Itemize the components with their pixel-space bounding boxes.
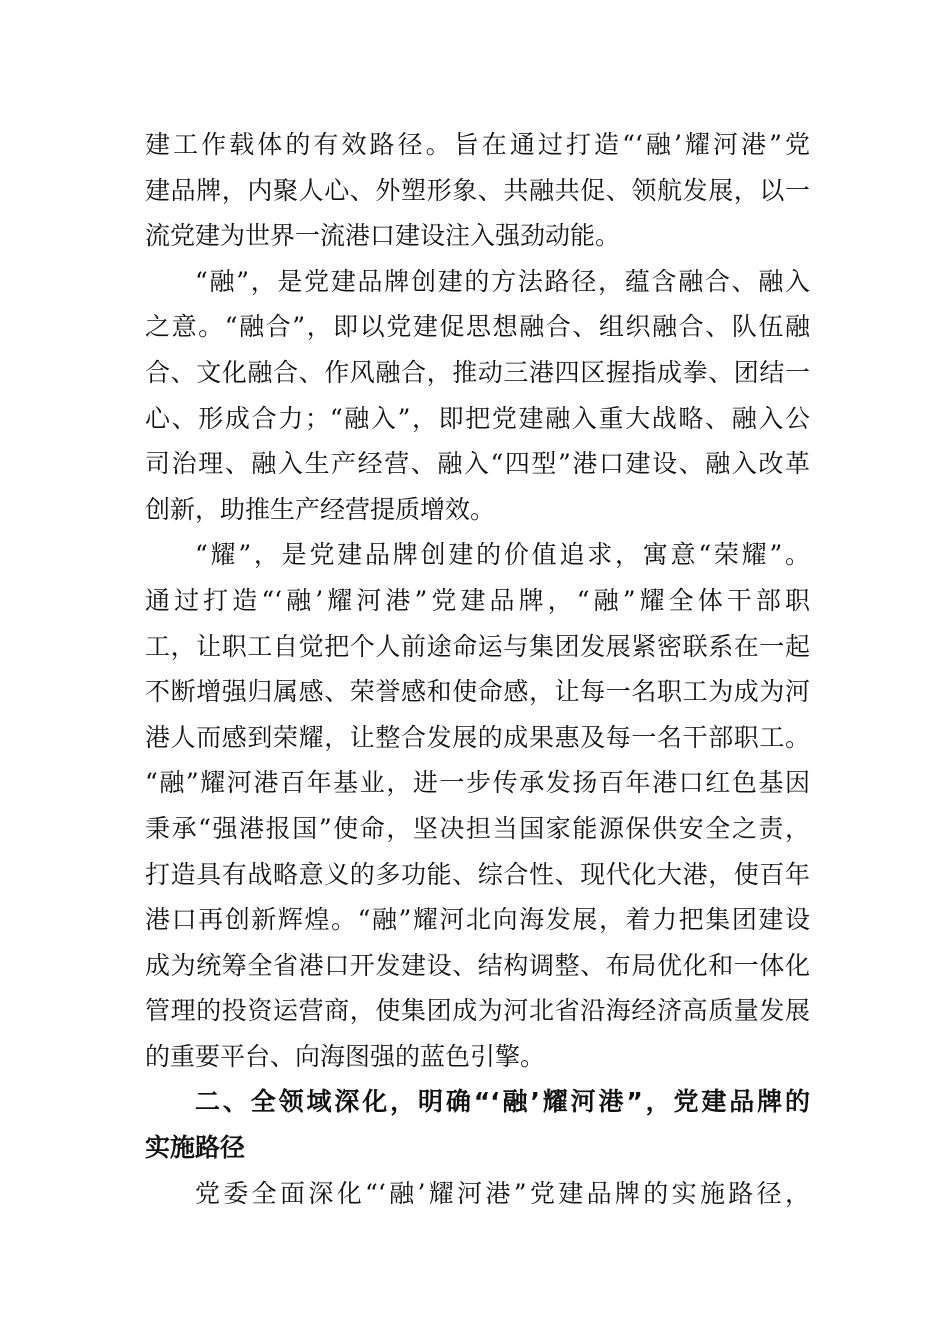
- text-line: 秉承“强港报国”使命，坚决担当国家能源保供安全之责，: [145, 813, 810, 843]
- document-body: [145, 122, 810, 1216]
- text-line: 创新，助推生产经营提质增效。: [145, 494, 496, 524]
- text-line: 之意。“融合”，即以党建促思想融合、组织融合、队伍融: [145, 312, 810, 342]
- section-heading: 实施路径: [145, 1133, 246, 1163]
- text-line: 的重要平台、向海图强的蓝色引擎。: [145, 1041, 546, 1071]
- text-line: 管理的投资运营商，使集团成为河北省沿海经济高质量发展: [145, 996, 810, 1026]
- text-line: 合、文化融合、作风融合，推动三港四区握指成拳、团结一: [145, 357, 810, 387]
- text-line: “融”，是党建品牌创建的方法路径，蕴含融合、融入: [195, 266, 810, 296]
- text-line: “融”耀河港百年基业，进一步传承发扬百年港口红色基因: [145, 768, 810, 798]
- text-line: 工，让职工自觉把个人前途命运与集团发展紧密联系在一起: [145, 631, 810, 661]
- text-line: 心、形成合力；“融入”，即把党建融入重大战略、融入公: [145, 403, 810, 433]
- text-line: 建工作载体的有效路径。旨在通过打造“‘融’耀河港”党: [145, 130, 810, 159]
- text-line: 不断增强归属感、荣誉感和使命感，让每一名职工为成为河: [145, 677, 810, 707]
- text-line: 建品牌，内聚人心、外塑形象、共融共促、领航发展，以一: [145, 175, 810, 205]
- text-line: 司治理、融入生产经营、融入“四型”港口建设、融入改革: [145, 449, 810, 479]
- text-line: 党委全面深化“‘融’耀河港”党建品牌的实施路径，: [195, 1178, 810, 1208]
- text-line: 流党建为世界一流港口建设注入强劲动能。: [145, 221, 621, 251]
- text-line: “耀”，是党建品牌创建的价值追求，寓意“荣耀”。: [195, 540, 810, 570]
- text-line: 成为统筹全省港口开发建设、结构调整、布局优化和一体化: [145, 950, 810, 980]
- text-line: 通过打造“‘融’耀河港”党建品牌，“融”耀全体干部职: [145, 585, 810, 615]
- text-line: 打造具有战略意义的多功能、综合性、现代化大港，使百年: [145, 859, 810, 889]
- section-heading: 二、全领域深化，明确“‘融’耀河港”，党建品牌的: [195, 1087, 810, 1117]
- text-line: 港人而感到荣耀，让整合发展的成果惠及每一名干部职工。: [145, 722, 810, 752]
- text-line: 港口再创新辉煌。“融”耀河北向海发展，着力把集团建设: [145, 905, 810, 935]
